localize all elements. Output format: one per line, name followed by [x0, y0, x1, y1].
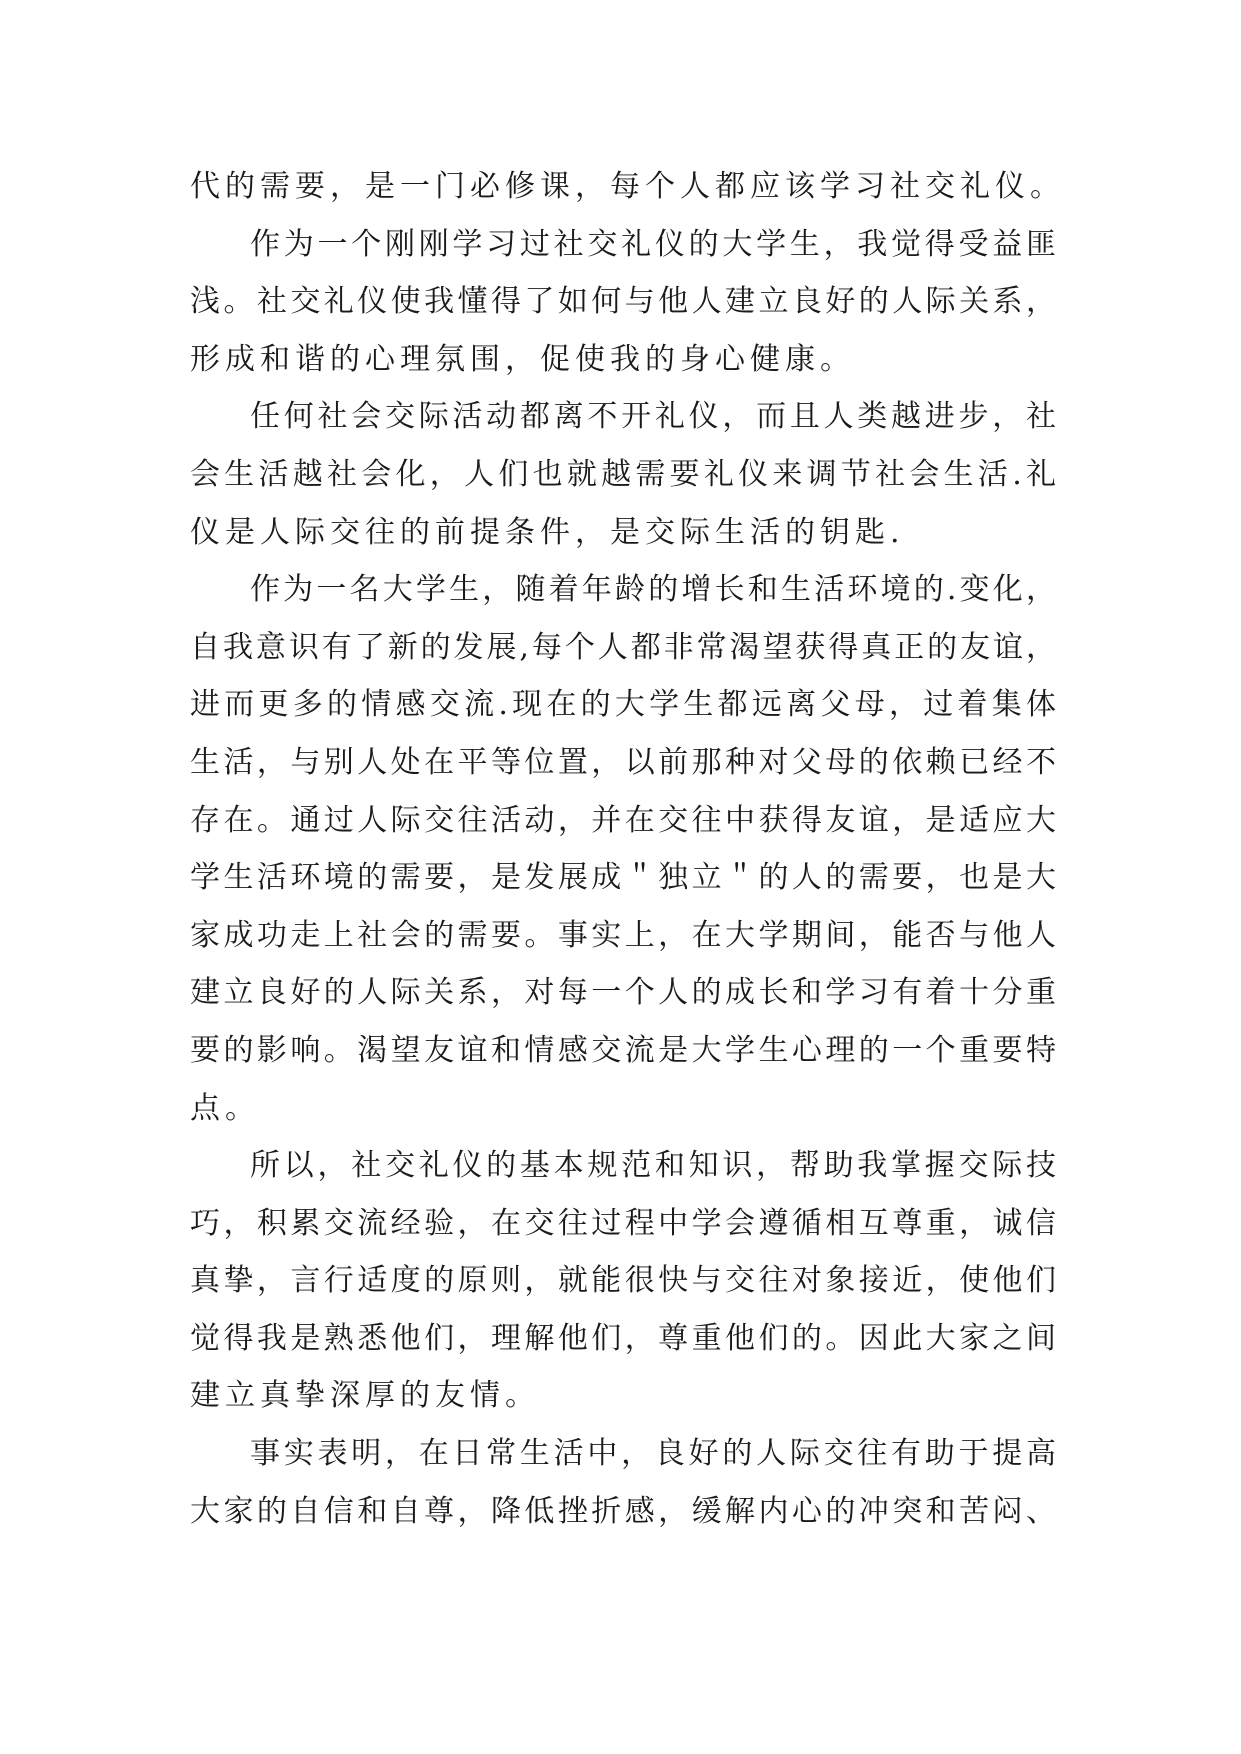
- text-line: 仪是人际交往的前提条件，是交际生活的钥匙.: [190, 514, 905, 550]
- text-line: 学生活环境的需要，是发展成＂独立＂的人的需要，也是大: [190, 860, 1056, 896]
- text-line: 所以，社交礼仪的基本规范和知识，帮助我掌握交际技: [250, 1148, 1056, 1184]
- text-line: 进而更多的情感交流.现在的大学生都远离父母，过着集体: [190, 687, 1056, 723]
- text-line: 家成功走上社会的需要。事实上，在大学期间，能否与他人: [190, 917, 1056, 953]
- text-line: 存在。通过人际交往活动，并在交往中获得友谊，是适应大: [190, 802, 1056, 838]
- text-line: 任何社会交际活动都离不开礼仪，而且人类越进步，社: [250, 399, 1056, 435]
- text-line: 建立良好的人际关系，对每一个人的成长和学习有着十分重: [190, 975, 1056, 1011]
- text-line: 生活，与别人处在平等位置，以前那种对父母的依赖已经不: [190, 744, 1056, 780]
- text-line: 真挚，言行适度的原则，就能很快与交往对象接近，使他们: [190, 1263, 1056, 1299]
- text-line: 作为一个刚刚学习过社交礼仪的大学生，我觉得受益匪: [250, 226, 1056, 262]
- text-line: 形成和谐的心理氛围，促使我的身心健康。: [190, 341, 855, 377]
- text-line: 点。: [190, 1090, 260, 1126]
- text-line: 浅。社交礼仪使我懂得了如何与他人建立良好的人际关系，: [190, 284, 1056, 320]
- text-line: 建立真挚深厚的友情。: [190, 1378, 540, 1414]
- text-line: 事实表明，在日常生活中，良好的人际交往有助于提高: [250, 1436, 1056, 1472]
- text-line: 自我意识有了新的发展,每个人都非常渴望获得真正的友谊，: [190, 629, 1056, 665]
- text-line: 作为一名大学生，随着年龄的增长和生活环境的.变化，: [250, 572, 1056, 608]
- text-line: 要的影响。渴望友谊和情感交流是大学生心理的一个重要特: [190, 1032, 1056, 1068]
- text-line: 觉得我是熟悉他们，理解他们，尊重他们的。因此大家之间: [190, 1320, 1056, 1356]
- text-line: 巧，积累交流经验，在交往过程中学会遵循相互尊重，诚信: [190, 1205, 1056, 1241]
- document-body: [190, 158, 1065, 1540]
- text-line: 代的需要，是一门必修课，每个人都应该学习社交礼仪。: [190, 169, 1065, 204]
- text-line: 大家的自信和自尊，降低挫折感，缓解内心的冲突和苦闷、: [190, 1493, 1056, 1529]
- text-line: 会生活越社会化，人们也就越需要礼仪来调节社会生活.礼: [190, 456, 1056, 492]
